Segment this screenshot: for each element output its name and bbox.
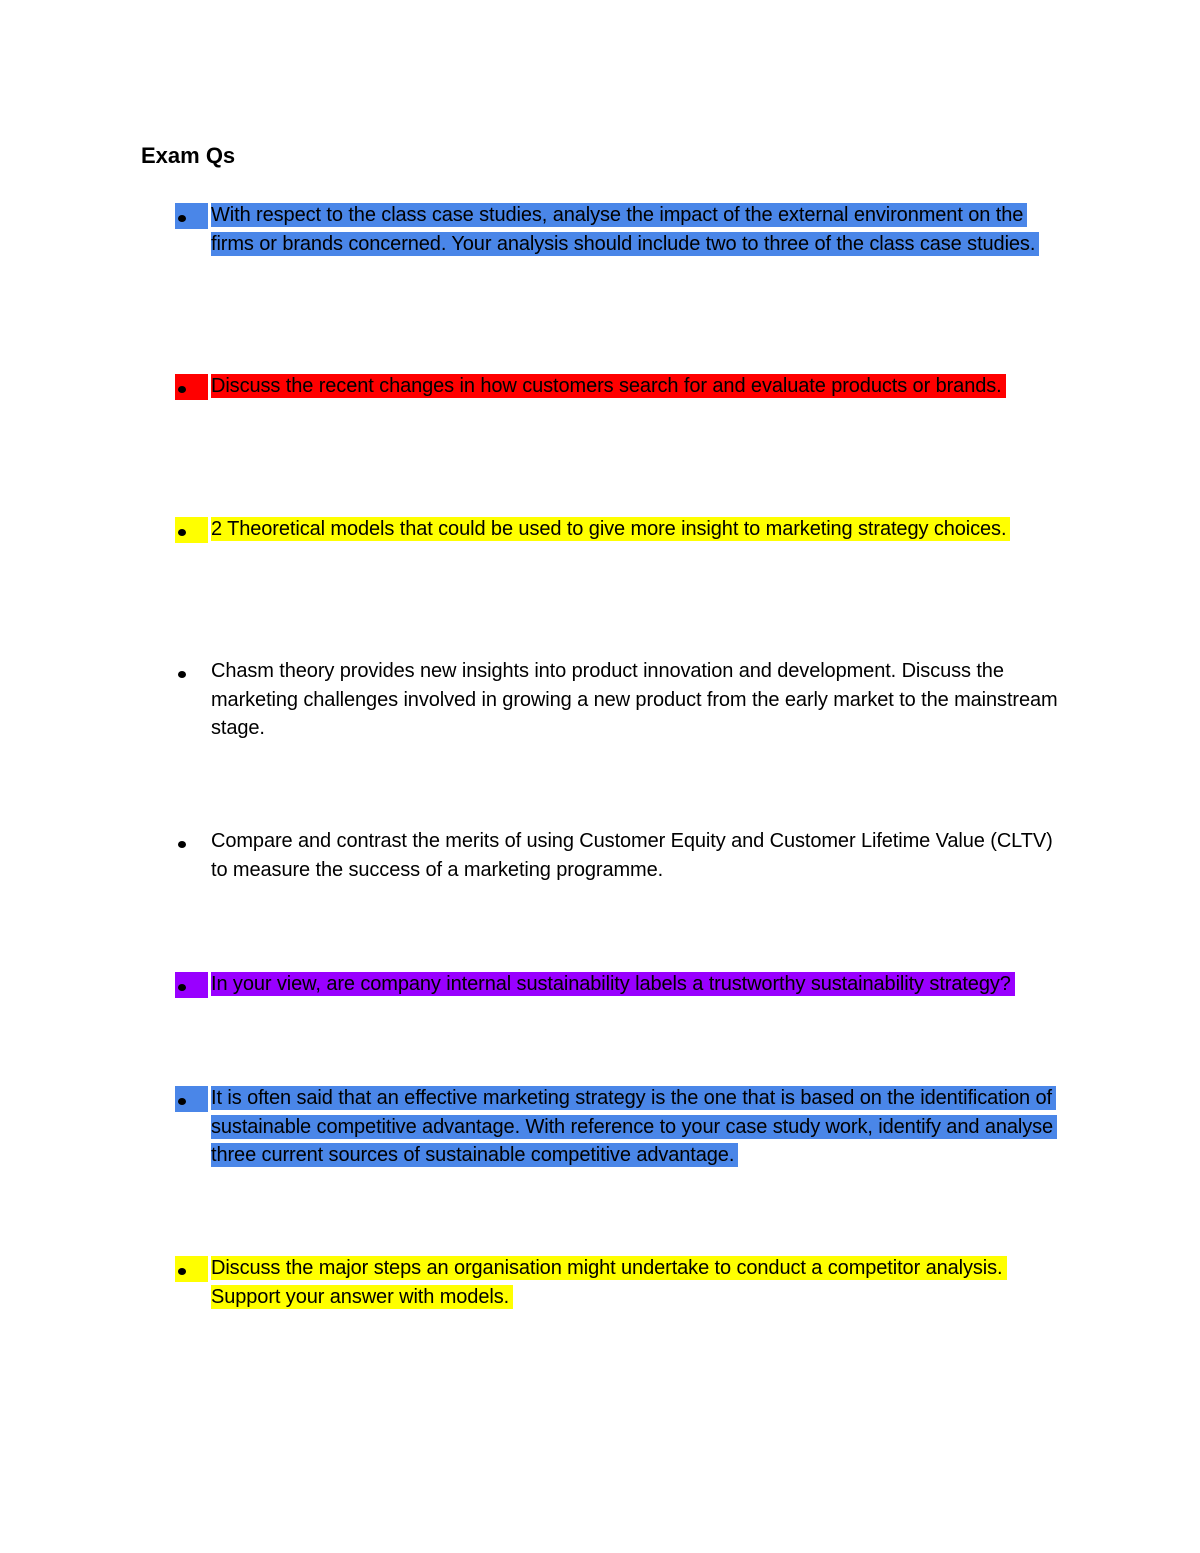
bullet-icon (176, 525, 188, 537)
bullet-icon (176, 211, 188, 223)
question-text: It is often said that an effective marketing strategy is the one that is based on the identification of sustainable competitive advantage. With reference to your case study work, identify and analyse three current sources of sustainable competitive advantage. (211, 1086, 1057, 1167)
question-text: Chasm theory provides new insights into product innovation and development. Discuss the marketing challenges involved in growing a new product from the early market to the mainstream stage. (211, 660, 1058, 740)
question-text: Discuss the recent changes in how customers search for and evaluate products or brands. (211, 374, 1006, 398)
page-title: Exam Qs (141, 143, 236, 168)
question-text: In your view, are company internal sustainability labels a trustworthy sustainability strategy? (211, 972, 1015, 996)
bullet-icon (176, 837, 188, 849)
question-text: Discuss the major steps an organisation might undertake to conduct a competitor analysis. Support your answer with models. (211, 1256, 1007, 1309)
question-text: With respect to the class case studies, analyse the impact of the external environment on the firms or brands concerned. Your analysis should include two to three of the class case studies. (211, 203, 1039, 256)
bullet-icon (176, 980, 188, 992)
bullet-icon (176, 382, 188, 394)
question-text: 2 Theoretical models that could be used to give more insight to marketing strategy choices. (211, 517, 1010, 541)
bullet-icon (176, 667, 188, 679)
question-text: Compare and contrast the merits of using Customer Equity and Customer Lifetime Value (CLTV) to measure the success of a marketing programme. (211, 830, 1053, 881)
bullet-icon (176, 1264, 188, 1276)
bullet-icon (176, 1094, 188, 1106)
